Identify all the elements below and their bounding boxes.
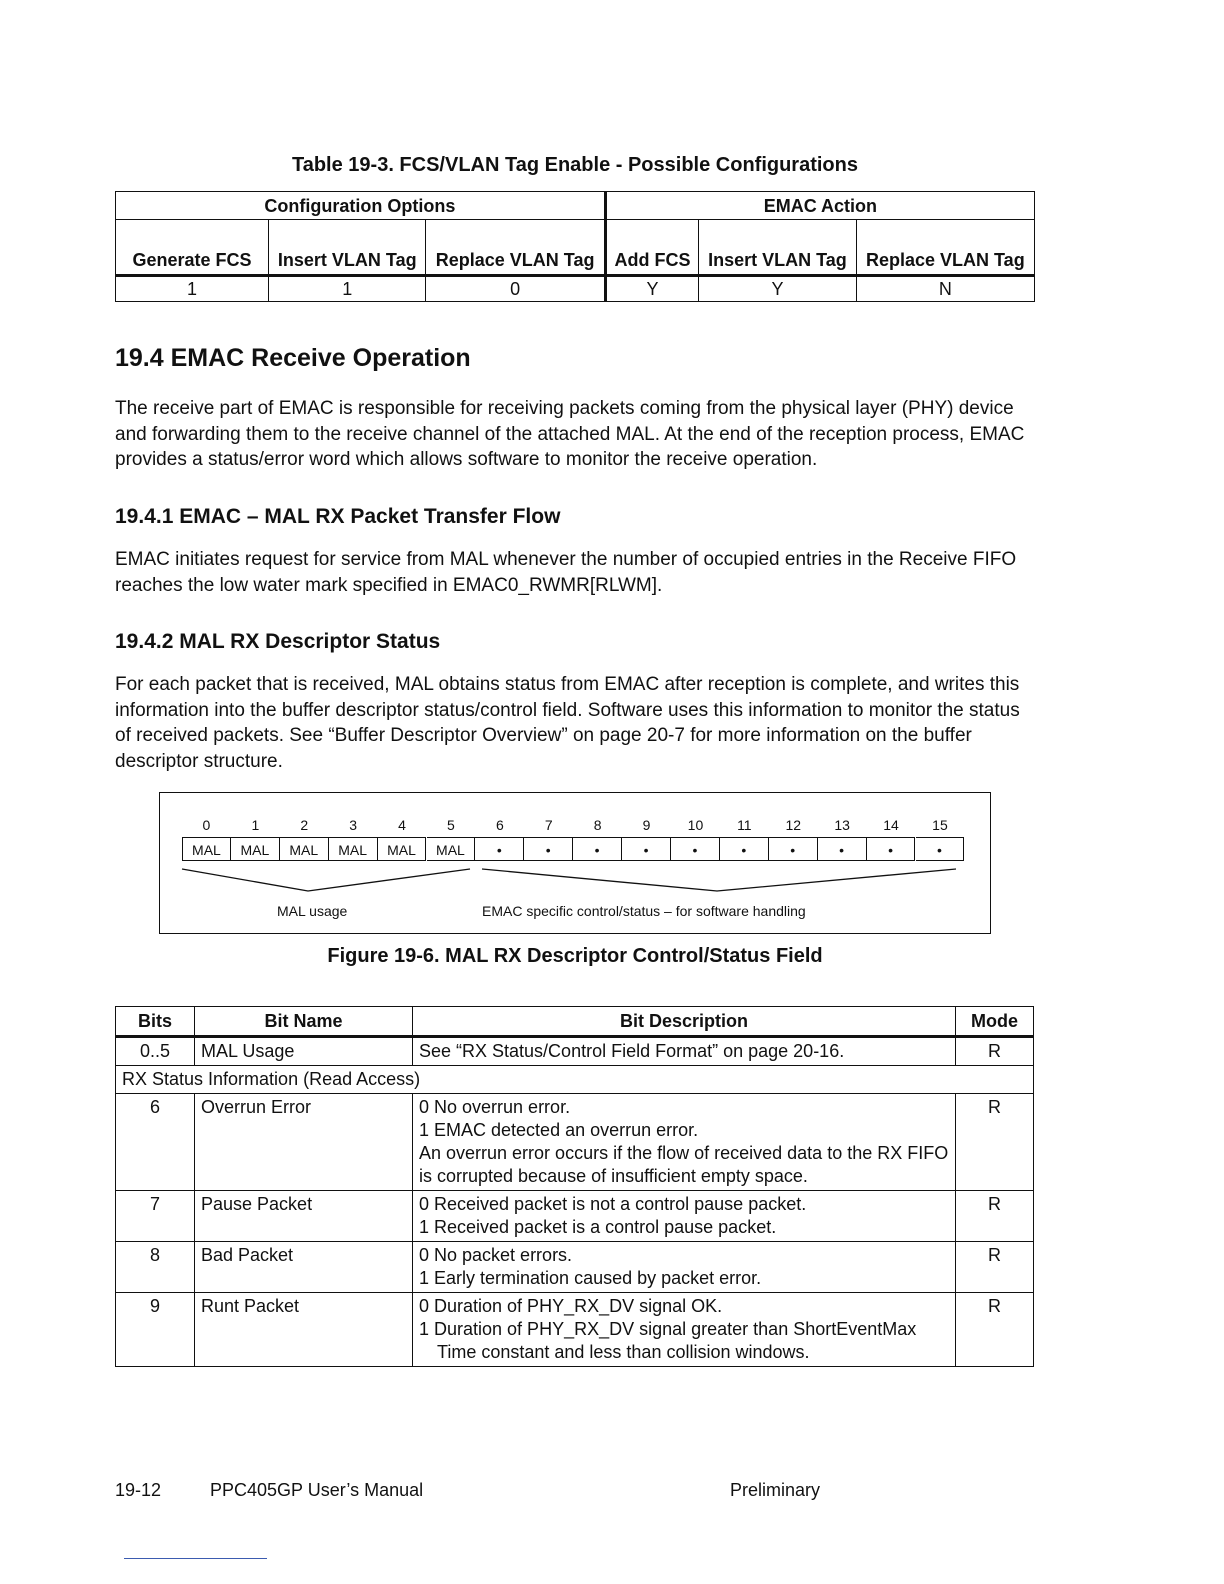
bit-number: 4 bbox=[398, 817, 406, 833]
heading-19-4: 19.4 EMAC Receive Operation bbox=[115, 344, 471, 372]
bit-name-cell: MAL Usage bbox=[195, 1037, 413, 1066]
bit-cell: MAL bbox=[182, 837, 231, 861]
col-insert-vlan-tag: Insert VLAN Tag bbox=[269, 220, 426, 276]
table-cell: 1 bbox=[269, 276, 426, 302]
bit-name-cell: Pause Packet bbox=[195, 1191, 413, 1242]
footnote-rule bbox=[124, 1558, 267, 1559]
bits-cell: 7 bbox=[116, 1191, 195, 1242]
bit-cell: MAL bbox=[280, 837, 329, 861]
bit-number: 6 bbox=[495, 817, 504, 833]
descriptor-field-figure bbox=[159, 792, 991, 934]
page-number: 19-12 bbox=[115, 1480, 162, 1500]
bit-description-cell bbox=[413, 1094, 956, 1191]
bit-number: 14 bbox=[883, 817, 899, 833]
bit-number: 11 bbox=[737, 817, 752, 833]
table-cell: Y bbox=[699, 276, 856, 302]
figure-caption: Figure 19-6. MAL RX Descriptor Control/Status Field bbox=[327, 945, 823, 967]
fcs-vlan-config-table bbox=[115, 191, 1035, 302]
description-line: 0 Duration of PHY_RX_DV signal OK. bbox=[419, 1296, 723, 1316]
description-line: 0 No packet errors. bbox=[419, 1245, 573, 1265]
bit-cell: MAL bbox=[427, 837, 476, 861]
bit-cell: • bbox=[671, 837, 720, 861]
bit-number: 15 bbox=[932, 817, 948, 833]
bit-number: 13 bbox=[834, 817, 850, 833]
bit-number: 2 bbox=[300, 817, 309, 833]
rx-status-bits-table bbox=[115, 1006, 1034, 1367]
col-mode: Mode bbox=[956, 1007, 1034, 1037]
bit-description-cell bbox=[413, 1293, 956, 1367]
bit-cell: MAL bbox=[231, 837, 280, 861]
table-cell: 1 bbox=[116, 276, 269, 302]
description-line: 0 Received packet is not a control pause packet. bbox=[419, 1194, 807, 1214]
col-bits: Bits bbox=[116, 1007, 195, 1037]
bit-number: 12 bbox=[785, 817, 802, 833]
heading-19-4-2: 19.4.2 MAL RX Descriptor Status bbox=[115, 630, 441, 653]
bit-number: 9 bbox=[642, 817, 651, 833]
bit-number: 1 bbox=[251, 817, 260, 833]
bit-description-cell: See “RX Status/Control Field Format” on page 20-16. bbox=[413, 1037, 956, 1066]
bits-cell: 0..5 bbox=[116, 1037, 195, 1066]
description-line: 0 No overrun error. bbox=[419, 1097, 571, 1117]
bit-cell: • bbox=[475, 837, 524, 861]
emac-control-label: EMAC specific control/status – for software handling bbox=[482, 903, 806, 919]
table-row bbox=[116, 1191, 1034, 1242]
bit-number: 8 bbox=[593, 817, 602, 833]
bit-name-cell: Bad Packet bbox=[195, 1242, 413, 1293]
col-emac-replace-vlan-tag: Replace VLAN Tag bbox=[856, 220, 1034, 276]
description-line: 1 Early termination caused by packet error. bbox=[419, 1268, 762, 1288]
table1-caption: Table 19-3. FCS/VLAN Tag Enable - Possible Configurations bbox=[291, 154, 858, 176]
heading-19-4-1: 19.4.1 EMAC – MAL RX Packet Transfer Flow bbox=[115, 505, 561, 528]
bits-cell: 6 bbox=[116, 1094, 195, 1191]
bit-number: 7 bbox=[544, 817, 553, 833]
description-line: 1 Received packet is a control pause packet. bbox=[419, 1217, 777, 1237]
bit-description-cell bbox=[413, 1191, 956, 1242]
bit-cell: • bbox=[573, 837, 622, 861]
table-cell: 0 bbox=[426, 276, 605, 302]
table-row bbox=[116, 1094, 1034, 1191]
col-bit-name: Bit Name bbox=[195, 1007, 413, 1037]
paragraph-19-4-2: For each packet that is received, MAL obtains status from EMAC after reception is complete, and writes this information into the buffer descriptor status/control field. Software uses this information to monitor the status of received packets. See “Buffer Descriptor Overview” on page 20-7 for more information on the buffer descriptor structure. bbox=[115, 674, 1020, 773]
col-add-fcs: Add FCS bbox=[605, 220, 698, 276]
emac-brace bbox=[482, 869, 956, 891]
col-emac-insert-vlan-tag: Insert VLAN Tag bbox=[699, 220, 856, 276]
mode-cell: R bbox=[956, 1094, 1034, 1191]
bits-cell: 8 bbox=[116, 1242, 195, 1293]
mode-cell: R bbox=[956, 1191, 1034, 1242]
bit-number: 5 bbox=[447, 817, 455, 833]
bit-cell: MAL bbox=[378, 837, 427, 861]
bit-cell: • bbox=[867, 837, 916, 861]
bit-number: 3 bbox=[349, 817, 358, 833]
mode-cell: R bbox=[956, 1037, 1034, 1066]
description-note: An overrun error occurs if the flow of received data to the RX FIFO is corrupted because of insufficient empty space. bbox=[419, 1143, 949, 1186]
col-generate-fcs: Generate FCS bbox=[116, 220, 269, 276]
group-header-config: Configuration Options bbox=[116, 192, 606, 220]
bit-cell: MAL bbox=[329, 837, 378, 861]
table-row bbox=[116, 1037, 1034, 1066]
mode-cell: R bbox=[956, 1293, 1034, 1367]
bit-number: 10 bbox=[687, 817, 704, 833]
document-status: Preliminary bbox=[730, 1480, 821, 1500]
bits-cell: 9 bbox=[116, 1293, 195, 1367]
table-row bbox=[116, 276, 1035, 302]
mode-cell: R bbox=[956, 1242, 1034, 1293]
group-header-emac-action: EMAC Action bbox=[605, 192, 1034, 220]
description-line: Time constant and less than collision windows. bbox=[437, 1342, 810, 1362]
mal-brace bbox=[182, 869, 470, 891]
manual-title: PPC405GP User’s Manual bbox=[210, 1480, 424, 1500]
section-row-label: RX Status Information (Read Access) bbox=[116, 1066, 1034, 1094]
table-cell: Y bbox=[605, 276, 698, 302]
mal-usage-label: MAL usage bbox=[277, 903, 348, 919]
table-section-row bbox=[116, 1066, 1034, 1094]
bit-description-cell bbox=[413, 1242, 956, 1293]
bit-cell: • bbox=[769, 837, 818, 861]
bit-cell: • bbox=[916, 837, 965, 861]
bit-cell: • bbox=[622, 837, 671, 861]
paragraph-19-4-1: EMAC initiates request for service from MAL whenever the number of occupied entries in the Receive FIFO reaches the low water mark specified in EMAC0_RWMR[RLWM]. bbox=[115, 549, 1017, 596]
bit-name-cell: Overrun Error bbox=[195, 1094, 413, 1191]
col-bit-description: Bit Description bbox=[413, 1007, 956, 1037]
description-line: 1 EMAC detected an overrun error. bbox=[419, 1120, 699, 1140]
bit-cell: • bbox=[524, 837, 573, 861]
bit-number: 0 bbox=[202, 817, 211, 833]
paragraph-19-4: The receive part of EMAC is responsible for receiving packets coming from the physical layer (PHY) device and forwarding them to the receive channel of the attached MAL. At the end of the reception process, EMAC provides a status/error word which allows software to monitor the receive operation. bbox=[115, 398, 1025, 471]
bit-cell: • bbox=[818, 837, 867, 861]
bit-cell: • bbox=[720, 837, 769, 861]
table-row bbox=[116, 1242, 1034, 1293]
description-line: 1 Duration of PHY_RX_DV signal greater than ShortEventMax bbox=[419, 1319, 917, 1339]
table-cell: N bbox=[856, 276, 1034, 302]
table-row bbox=[116, 1293, 1034, 1367]
col-replace-vlan-tag: Replace VLAN Tag bbox=[426, 220, 605, 276]
bit-name-cell: Runt Packet bbox=[195, 1293, 413, 1367]
